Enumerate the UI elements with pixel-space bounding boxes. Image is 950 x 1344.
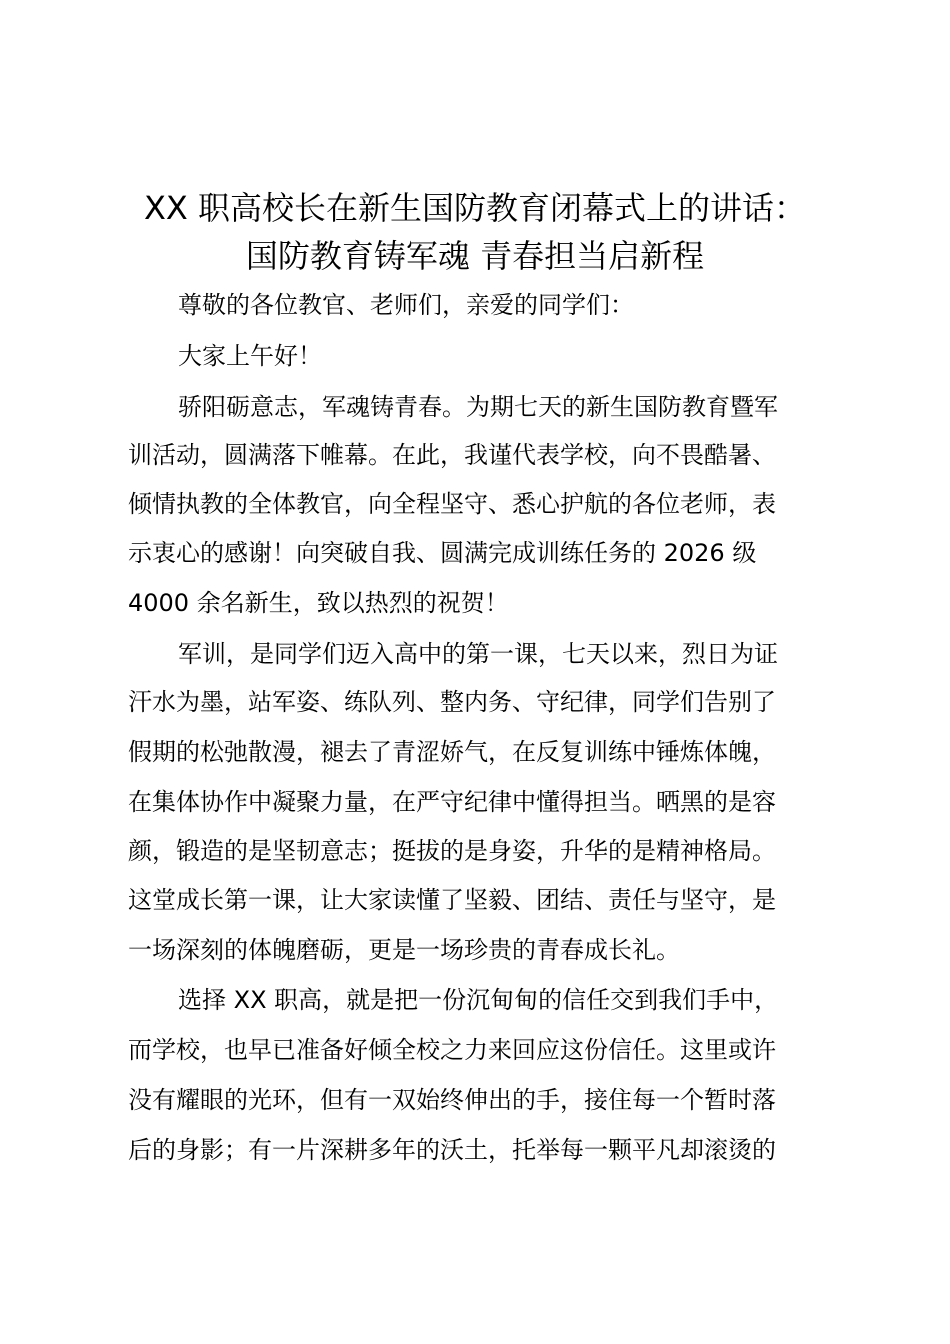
document-title-line-1: XX 职高校长在新生国防教育闭幕式上的讲话： (143, 189, 807, 227)
paragraph-line: 颜，锻造的是坚韧意志；挺拔的是身姿，升华的是精神格局。 (128, 837, 776, 865)
paragraph-line: 一场深刻的体魄磨砺，更是一场珍贵的青春成长礼。 (128, 936, 680, 964)
paragraph-line: 后的身影；有一片深耕多年的沃土，托举每一颗平凡却滚烫的 (128, 1136, 776, 1164)
paragraph-line: 没有耀眼的光环，但有一双始终伸出的手，接住每一个暂时落 (128, 1086, 776, 1114)
paragraph-line: 这堂成长第一课，让大家读懂了坚毅、团结、责任与坚守，是 (128, 886, 776, 914)
paragraph-line: 训活动，圆满落下帷幕。在此，我谨代表学校，向不畏酷暑、 (128, 441, 776, 469)
document-title-line-2: 国防教育铸军魂 青春担当启新程 (245, 237, 705, 275)
paragraph-line: 选择 XX 职高，就是把一份沉甸甸的信任交到我们手中， (178, 986, 779, 1014)
paragraph-line: 在集体协作中凝聚力量，在严守纪律中懂得担当。晒黑的是容 (128, 788, 776, 816)
paragraph-line: 而学校，也早已准备好倾全校之力来回应这份信任。这里或许 (128, 1036, 776, 1064)
paragraph-line: 示衷心的感谢！向突破自我、圆满完成训练任务的 2026 级 (128, 539, 757, 567)
paragraph-line: 倾情执教的全体教官，向全程坚守、悉心护航的各位老师，表 (128, 490, 776, 518)
paragraph-line: 汗水为墨，站军姿、练队列、整内务、守纪律，同学们告别了 (128, 688, 776, 716)
paragraph-line: 假期的松弛散漫，褪去了青涩娇气，在反复训练中锤炼体魄， (128, 738, 776, 766)
greeting: 大家上午好！ (178, 342, 322, 370)
salutation: 尊敬的各位教官、老师们，亲爱的同学们： (178, 291, 634, 319)
paragraph-line: 4000 余名新生，致以热烈的祝贺！ (128, 589, 509, 617)
paragraph-line: 军训，是同学们迈入高中的第一课，七天以来，烈日为证 (178, 640, 778, 668)
paragraph-line: 骄阳砺意志，军魂铸青春。为期七天的新生国防教育暨军 (178, 393, 778, 421)
